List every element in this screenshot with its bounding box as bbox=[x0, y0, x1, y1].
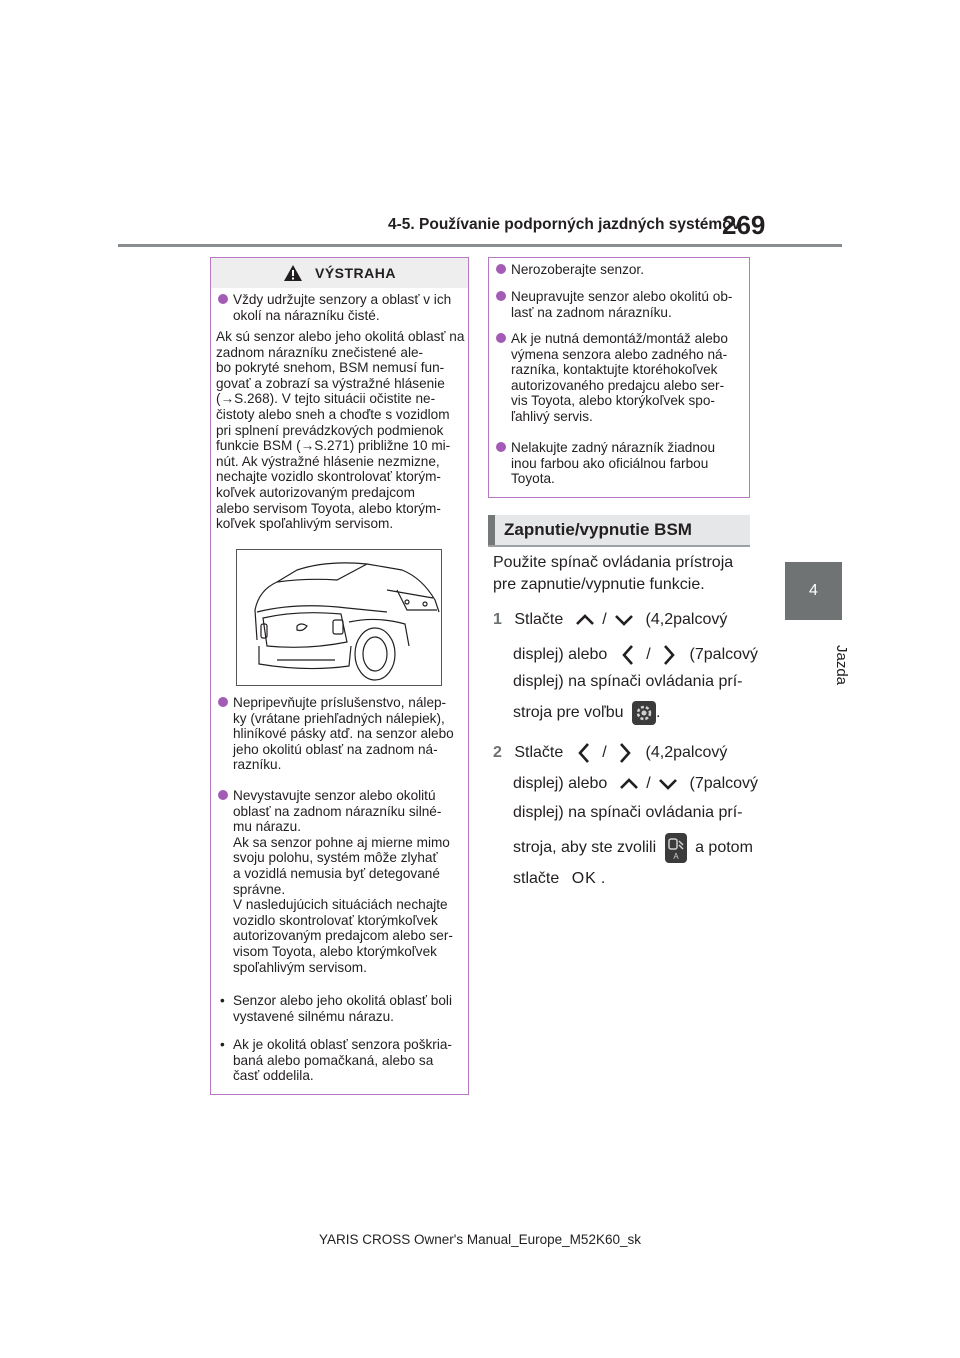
note-item-1: Nerozoberajte senzor. bbox=[494, 262, 748, 278]
warning-item-1: Vždy udržujte senzory a oblasť v ich okolí na nárazníku čisté. bbox=[216, 292, 466, 323]
bullet-icon bbox=[496, 264, 506, 274]
step2-line1: 2 Stlačte / (4,2palcový bbox=[493, 741, 727, 765]
bullet-icon bbox=[218, 790, 228, 800]
chevron-right-icon bbox=[661, 643, 677, 667]
settings-gear-icon bbox=[632, 701, 656, 725]
header-rule bbox=[118, 244, 842, 247]
car-rear-illustration bbox=[236, 549, 442, 686]
step1-line1: 1 Stlačte / (4,2palcový bbox=[493, 611, 728, 628]
intro-line-1: Použite spínač ovládania prístroja bbox=[493, 554, 734, 571]
section-title: 4-5. Používanie podporných jazdných systémov bbox=[388, 216, 741, 233]
footer-text: YARIS CROSS Owner's Manual_Europe_M52K60_sk bbox=[319, 1232, 641, 1247]
chapter-label: Jazda bbox=[833, 645, 850, 686]
dot-bullet: • bbox=[220, 1037, 225, 1052]
chevron-down-icon bbox=[613, 613, 635, 627]
step2-line5: stlačte OK . bbox=[513, 870, 606, 887]
step1-line4: stroja pre voľbu . bbox=[513, 701, 660, 725]
car-rear-drawing bbox=[237, 550, 441, 685]
note-item-3: Ak je nutná demontáž/montáž alebo výmena senzora alebo zadného ná- razníka, kontaktujte ktoréhokoľvek autorizovaného predajcu alebo ser- vis Toyota, alebo ktorýkoľvek spo- ľahlivý servis. bbox=[494, 331, 748, 425]
bullet-icon bbox=[218, 294, 228, 304]
warning-triangle-icon bbox=[283, 264, 303, 282]
note-item-2: Neupravujte senzor alebo okolitú ob- lasť na zadnom nárazníku. bbox=[494, 289, 748, 320]
bullet-icon bbox=[496, 442, 506, 452]
svg-text:A: A bbox=[672, 852, 679, 861]
bullet-icon bbox=[496, 291, 506, 301]
warning-title: VÝSTRAHA bbox=[314, 265, 396, 281]
warning-subitem-2: • Ak je okolitá oblasť senzora poškria- baná alebo pomačkaná, alebo sa časť oddelila. bbox=[220, 1037, 452, 1084]
chapter-tab bbox=[785, 562, 842, 620]
note-item-4: Nelakujte zadný nárazník žiadnou inou farbou ako oficiálnou farbou Toyota. bbox=[494, 440, 748, 487]
chevron-left-icon bbox=[620, 643, 636, 667]
ok-button-icon: OK bbox=[571, 870, 597, 887]
chapter-number: 4 bbox=[809, 582, 818, 599]
warning-item-3: Nevystavujte senzor alebo okolitú oblasť na zadnom nárazníku silné- mu nárazu. Ak sa senzor pohne aj mierne mimo svoju polohu, systém môže zlyhať a vozidlá nemusia byť detegované správne. V nasledujúcich situáciách nechajte vozidlo skontrolovať ktorýmkoľvek autorizovaným predajcom alebo ser- visom Toyota, alebo ktorýmkoľvek spoľahlivým servisom. bbox=[216, 788, 468, 975]
warning-subitem-1: • Senzor alebo jeho okolitá oblasť boli vystavené silnému nárazu. bbox=[220, 993, 452, 1024]
warning-paragraph: Ak sú senzor alebo jeho okolitá oblasť na zadnom nárazníku znečistené ale- bo pokryté snehom, BSM nemusí fun- govať a zobrazí sa výstražné hlásenie (→S.268). V tejto situácii očistite ne- čistoty alebo sneh a choďte s vozidlom pri splnení prevádzkových podmienok funkcie BSM (→S.271) približne 10 mi- nút. Ak výstražné hlásenie nezmizne, nechajte vozidlo skontrolovať ktorým- koľvek autorizovaným predajcom alebo servisom Toyota, alebo ktorým- koľvek spoľahlivým servisom. bbox=[216, 329, 465, 532]
dot-bullet: • bbox=[220, 993, 225, 1008]
warning-item-2: Nepripevňujte príslušenstvo, nálep- ky (vrátane priehľadných nálepiek), hliníkové pásky atď. na senzor alebo jeho okolitú oblasť na zadnom ná- razníku. bbox=[216, 695, 468, 773]
bullet-icon bbox=[218, 697, 228, 707]
step1-line3: displej) na spínači ovládania prí- bbox=[513, 673, 743, 690]
chevron-up-icon bbox=[618, 777, 640, 791]
step1-number: 1 bbox=[493, 611, 502, 628]
warning-header bbox=[211, 258, 468, 288]
step2-line4: stroja, aby ste zvolili A a potom bbox=[513, 833, 753, 863]
chevron-up-icon bbox=[574, 613, 596, 627]
chevron-left-icon bbox=[576, 741, 592, 765]
step2-line2: displej) alebo / (7palcový bbox=[513, 775, 759, 792]
intro-line-2: pre zapnutie/vypnutie funkcie. bbox=[493, 576, 705, 593]
chevron-right-icon bbox=[617, 741, 633, 765]
chevron-down-icon bbox=[657, 777, 679, 791]
bullet-icon bbox=[496, 333, 506, 343]
step2-line3: displej) na spínači ovládania prí- bbox=[513, 804, 743, 821]
bsm-indicator-icon bbox=[665, 833, 687, 863]
page-number: 269 bbox=[722, 210, 766, 240]
step2-number: 2 bbox=[493, 744, 502, 762]
step1-line2: displej) alebo / (7palcový bbox=[513, 643, 758, 667]
heading-bar bbox=[488, 515, 495, 545]
section-heading bbox=[488, 515, 750, 547]
heading-text: Zapnutie/vypnutie BSM bbox=[504, 520, 692, 539]
